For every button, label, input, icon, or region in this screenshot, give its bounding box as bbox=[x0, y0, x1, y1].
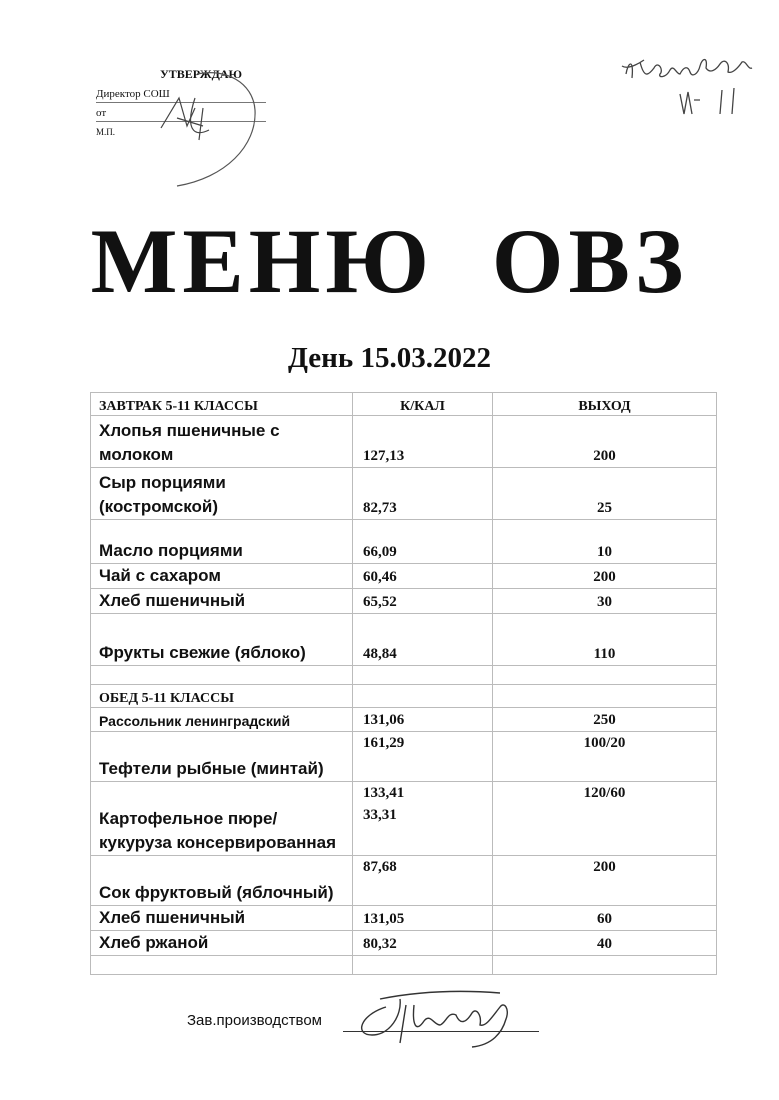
menu-date: День 15.03.2022 bbox=[288, 342, 491, 374]
table-row bbox=[91, 708, 717, 732]
dish-name: Хлопья пшеничные с молоком bbox=[91, 416, 353, 468]
approval-date: от bbox=[96, 103, 266, 122]
table-row bbox=[91, 856, 717, 906]
lunch-section-row bbox=[91, 685, 717, 708]
dish-name: Сыр порциями (костромской) bbox=[91, 468, 353, 520]
dish-output: 120/60 bbox=[493, 782, 717, 856]
table-empty-row bbox=[91, 666, 717, 685]
dish-name: Рассольник ленинградский bbox=[91, 708, 353, 732]
dish-kcal: 48,84 bbox=[353, 614, 493, 666]
dish-output: 40 bbox=[493, 931, 717, 956]
approval-seal-mark: М.П. bbox=[96, 127, 116, 137]
table-header-row bbox=[91, 393, 717, 416]
dish-name: Хлеб ржаной bbox=[91, 931, 353, 956]
table-row bbox=[91, 564, 717, 589]
table-row bbox=[91, 416, 717, 468]
lunch-section-label: ОБЕД 5-11 КЛАССЫ bbox=[91, 685, 353, 708]
dish-name: Фрукты свежие (яблоко) bbox=[91, 614, 353, 666]
dish-name: Хлеб пшеничный bbox=[91, 589, 353, 614]
director-signature bbox=[155, 68, 265, 188]
dish-kcal-value: 133,41 bbox=[363, 785, 405, 801]
dish-output: 60 bbox=[493, 906, 717, 931]
handwritten-note bbox=[618, 48, 758, 128]
dish-name: Тефтели рыбные (минтай) bbox=[91, 732, 353, 782]
kcal-column-header: К/КАЛ bbox=[353, 393, 493, 416]
dish-kcal: 161,29 bbox=[353, 732, 493, 782]
table-row bbox=[91, 468, 717, 520]
table-row bbox=[91, 520, 717, 564]
dish-kcal: 80,32 bbox=[353, 931, 493, 956]
dish-kcal: 127,13 bbox=[353, 416, 493, 468]
table-row bbox=[91, 589, 717, 614]
menu-table bbox=[90, 392, 717, 975]
page-title: МЕНЮ ОВЗ bbox=[90, 210, 689, 312]
approval-position: Директор СОШ bbox=[96, 84, 266, 103]
dish-output: 100/20 bbox=[493, 732, 717, 782]
dish-output: 10 bbox=[493, 520, 717, 564]
dish-name: Масло порциями bbox=[91, 520, 353, 564]
dish-kcal: 87,68 bbox=[353, 856, 493, 906]
dish-kcal bbox=[353, 782, 493, 856]
signature-label: Зав.производством bbox=[187, 1012, 322, 1029]
output-column-header: ВЫХОД bbox=[493, 393, 717, 416]
dish-output: 30 bbox=[493, 589, 717, 614]
table-row bbox=[91, 732, 717, 782]
dish-kcal-value-2: 33,31 bbox=[363, 807, 397, 823]
dish-output: 200 bbox=[493, 416, 717, 468]
handwritten-note-drawing bbox=[618, 48, 758, 128]
production-manager-signature bbox=[350, 985, 550, 1055]
approval-title: УТВЕРЖДАЮ bbox=[159, 67, 243, 81]
table-row bbox=[91, 931, 717, 956]
table-row bbox=[91, 906, 717, 931]
dish-output: 250 bbox=[493, 708, 717, 732]
table-row bbox=[91, 782, 717, 856]
dish-kcal: 131,05 bbox=[353, 906, 493, 931]
dish-output: 110 bbox=[493, 614, 717, 666]
dish-kcal: 131,06 bbox=[353, 708, 493, 732]
dish-output: 200 bbox=[493, 856, 717, 906]
dish-kcal: 60,46 bbox=[353, 564, 493, 589]
table-empty-row bbox=[91, 956, 717, 975]
dish-name: Хлеб пшеничный bbox=[91, 906, 353, 931]
breakfast-section-label: ЗАВТРАК 5-11 КЛАССЫ bbox=[91, 393, 353, 416]
dish-kcal: 65,52 bbox=[353, 589, 493, 614]
table-row bbox=[91, 614, 717, 666]
dish-kcal: 66,09 bbox=[353, 520, 493, 564]
dish-output: 25 bbox=[493, 468, 717, 520]
dish-output: 200 bbox=[493, 564, 717, 589]
dish-name: Сок фруктовый (яблочный) bbox=[91, 856, 353, 906]
dish-kcal: 82,73 bbox=[353, 468, 493, 520]
dish-name: Чай с сахаром bbox=[91, 564, 353, 589]
dish-name: Картофельное пюре/кукуруза консервированная bbox=[91, 782, 353, 856]
